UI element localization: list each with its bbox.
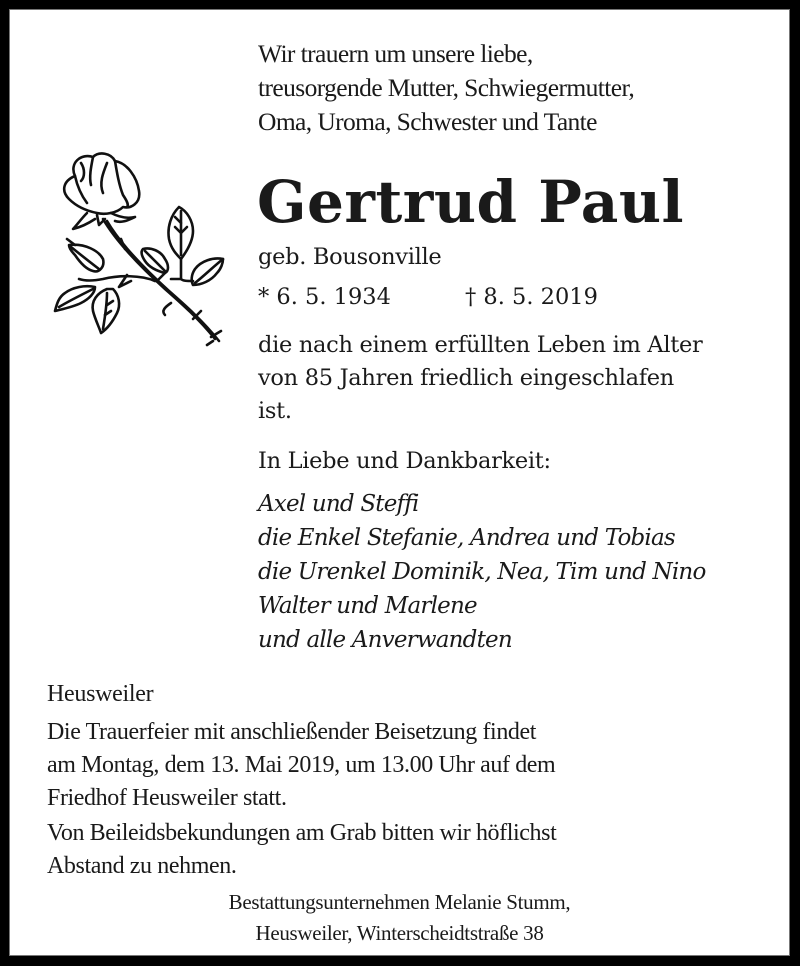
message-line: die nach einem erfüllten Leben im Alter: [258, 332, 703, 358]
undertaker-line: Bestattungsunternehmen Melanie Stumm,: [228, 890, 571, 914]
ceremony-text: [47, 716, 555, 815]
death-date: † 8. 5. 2019: [465, 284, 598, 310]
intro-line: Wir trauern um unsere liebe,: [258, 39, 533, 68]
message-line: ist.: [258, 398, 292, 424]
family-line: Walter und Marlene: [258, 593, 477, 619]
family-line: die Enkel Stefanie, Andrea und Tobias: [258, 525, 675, 551]
intro-text: [258, 37, 634, 139]
family-line: Axel und Steffi: [258, 491, 419, 517]
ceremony-line: Friedhof Heusweiler statt.: [47, 785, 287, 811]
place-name: Heusweiler: [47, 681, 154, 707]
undertaker-line: Heusweiler, Winterscheidtstraße 38: [255, 921, 544, 945]
message-line: von 85 Jahren friedlich eingeschlafen: [258, 365, 674, 391]
rose-icon: [47, 151, 227, 351]
condolences-line: Von Beileidsbekundungen am Grab bitten wir höflichst: [47, 820, 557, 846]
undertaker-info: [9, 887, 790, 949]
family-line: die Urenkel Dominik, Nea, Tim und Nino: [258, 559, 706, 585]
birth-date: * 6. 5. 1934: [258, 284, 391, 310]
condolences-line: Abstand zu nehmen.: [47, 853, 237, 879]
message-text: [258, 329, 702, 428]
family-list: [258, 487, 706, 657]
obituary-notice: [9, 9, 790, 956]
ceremony-line: am Montag, dem 13. Mai 2019, um 13.00 Uhr auf dem: [47, 752, 556, 778]
condolences-text: [47, 817, 556, 883]
family-line: und alle Anverwandten: [258, 627, 512, 653]
intro-line: treusorgende Mutter, Schwiegermutter,: [258, 73, 635, 102]
intro-line: Oma, Uroma, Schwester und Tante: [258, 107, 597, 136]
ceremony-line: Die Trauerfeier mit anschließender Beisetzung findet: [47, 719, 537, 745]
deceased-name: Gertrud Paul: [257, 168, 685, 236]
life-dates: [258, 281, 598, 313]
thanks-heading: In Liebe und Dankbarkeit:: [258, 448, 551, 474]
maiden-name: geb. Bousonville: [258, 244, 442, 270]
